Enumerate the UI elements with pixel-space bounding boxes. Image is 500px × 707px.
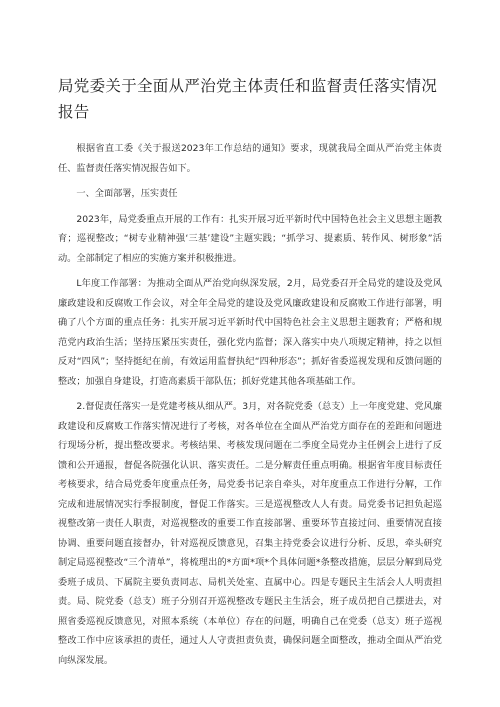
paragraph-annual-deployment: L年度工作部署：为推动全面从严治党向纵深发展，2月，局党委召开全局党的建设及党风廉政建设和反腐败工作会议，对全年全局党的建设及党风廉政建设和反腐败工作进行部署，明确了八个方面的重点任务：扎实开展习近平新时代中国特色社会主义思想主题教育；严格和规范党内政治生活；坚持压紧压实责任，强化党内监督；深入落实中央八项规定精神，持之以恒反对“四风”；坚持挺纪在前，有效运用监督执纪“四种形态”；抓好省委巡视发现和反馈问题的整改；加强自身建设，打造高素质干部队伍；抓好党建其他各项基础工作。	[58, 278, 442, 387]
paragraph-responsibility-implementation: 2.督促责任落实一是党建考核从细从严。3月，对各院党委（总支）上一年度党建、党风廉政建设和反腐败工作落实情况进行了考核，对各单位在全面从严治党方面存在的差距和问题进行现场分析，提出整改要求。考核结果、考核发现问题在二季度全局党办主任例会上进行了反馈和公开通报，督促各院强化认识、落实责任。二是分解责任重点明确。根据省年度目标责任考核要求，结合局党委年度重点任务，局党委书记亲自牵头，对年度重点工作进行分解，工作完成和进展情况实行季报制度，督促工作落实。三是巡视整改人人有责。局党委书记担负起巡视整改第一责任人职责，对巡视整改的重要工作直接部署、重要环节直接过问、重要情况直接协调、重要问题直接督办，针对巡视反馈意见，召集主持党委会议进行分析、反思，牵头研究制定局巡视整改“三个清单”，将梳理出的*方面*项*个具体问题*条整改措施，层层分解到局党委班子成员、下属院主要负责同志、局机关处室、直属中心。四是专题民主生活会人人明责担责。局、院党委（总支）班子分别召开巡视整改专题民主生活会，班子成员把自己摆进去，对照省委巡视反馈意见，对照本系统（本单位）存在的问题，明确自己在党委（总支）班子巡视整改工作中应该承担的责任，通过人人守责担责负责，确保问题全面整改，推动全面从严治党向纵深发展。	[58, 401, 442, 666]
document-body	[58, 139, 442, 670]
intro-paragraph: 根据省直工委《关于报送2023年工作总结的通知》要求，现就我局全面从严治党主体责任、监督责任落实情况报告如下。	[58, 143, 442, 174]
document-title: 局党委关于全面从严治党主体责任和监督责任落实情况报告	[58, 77, 438, 121]
section-heading: 一、全面部署，压实责任	[76, 188, 178, 199]
paragraph-work-summary: 2023年，局党委重点开展的工作有：扎实开展习近平新时代中国特色社会主义思想主题教育；巡视整改；“树专业精神强‘三基’建设”主题实践；“抓学习、提素质、转作风、树形象”活动。全部制定了相应的实施方案并积极推进。	[58, 213, 442, 264]
